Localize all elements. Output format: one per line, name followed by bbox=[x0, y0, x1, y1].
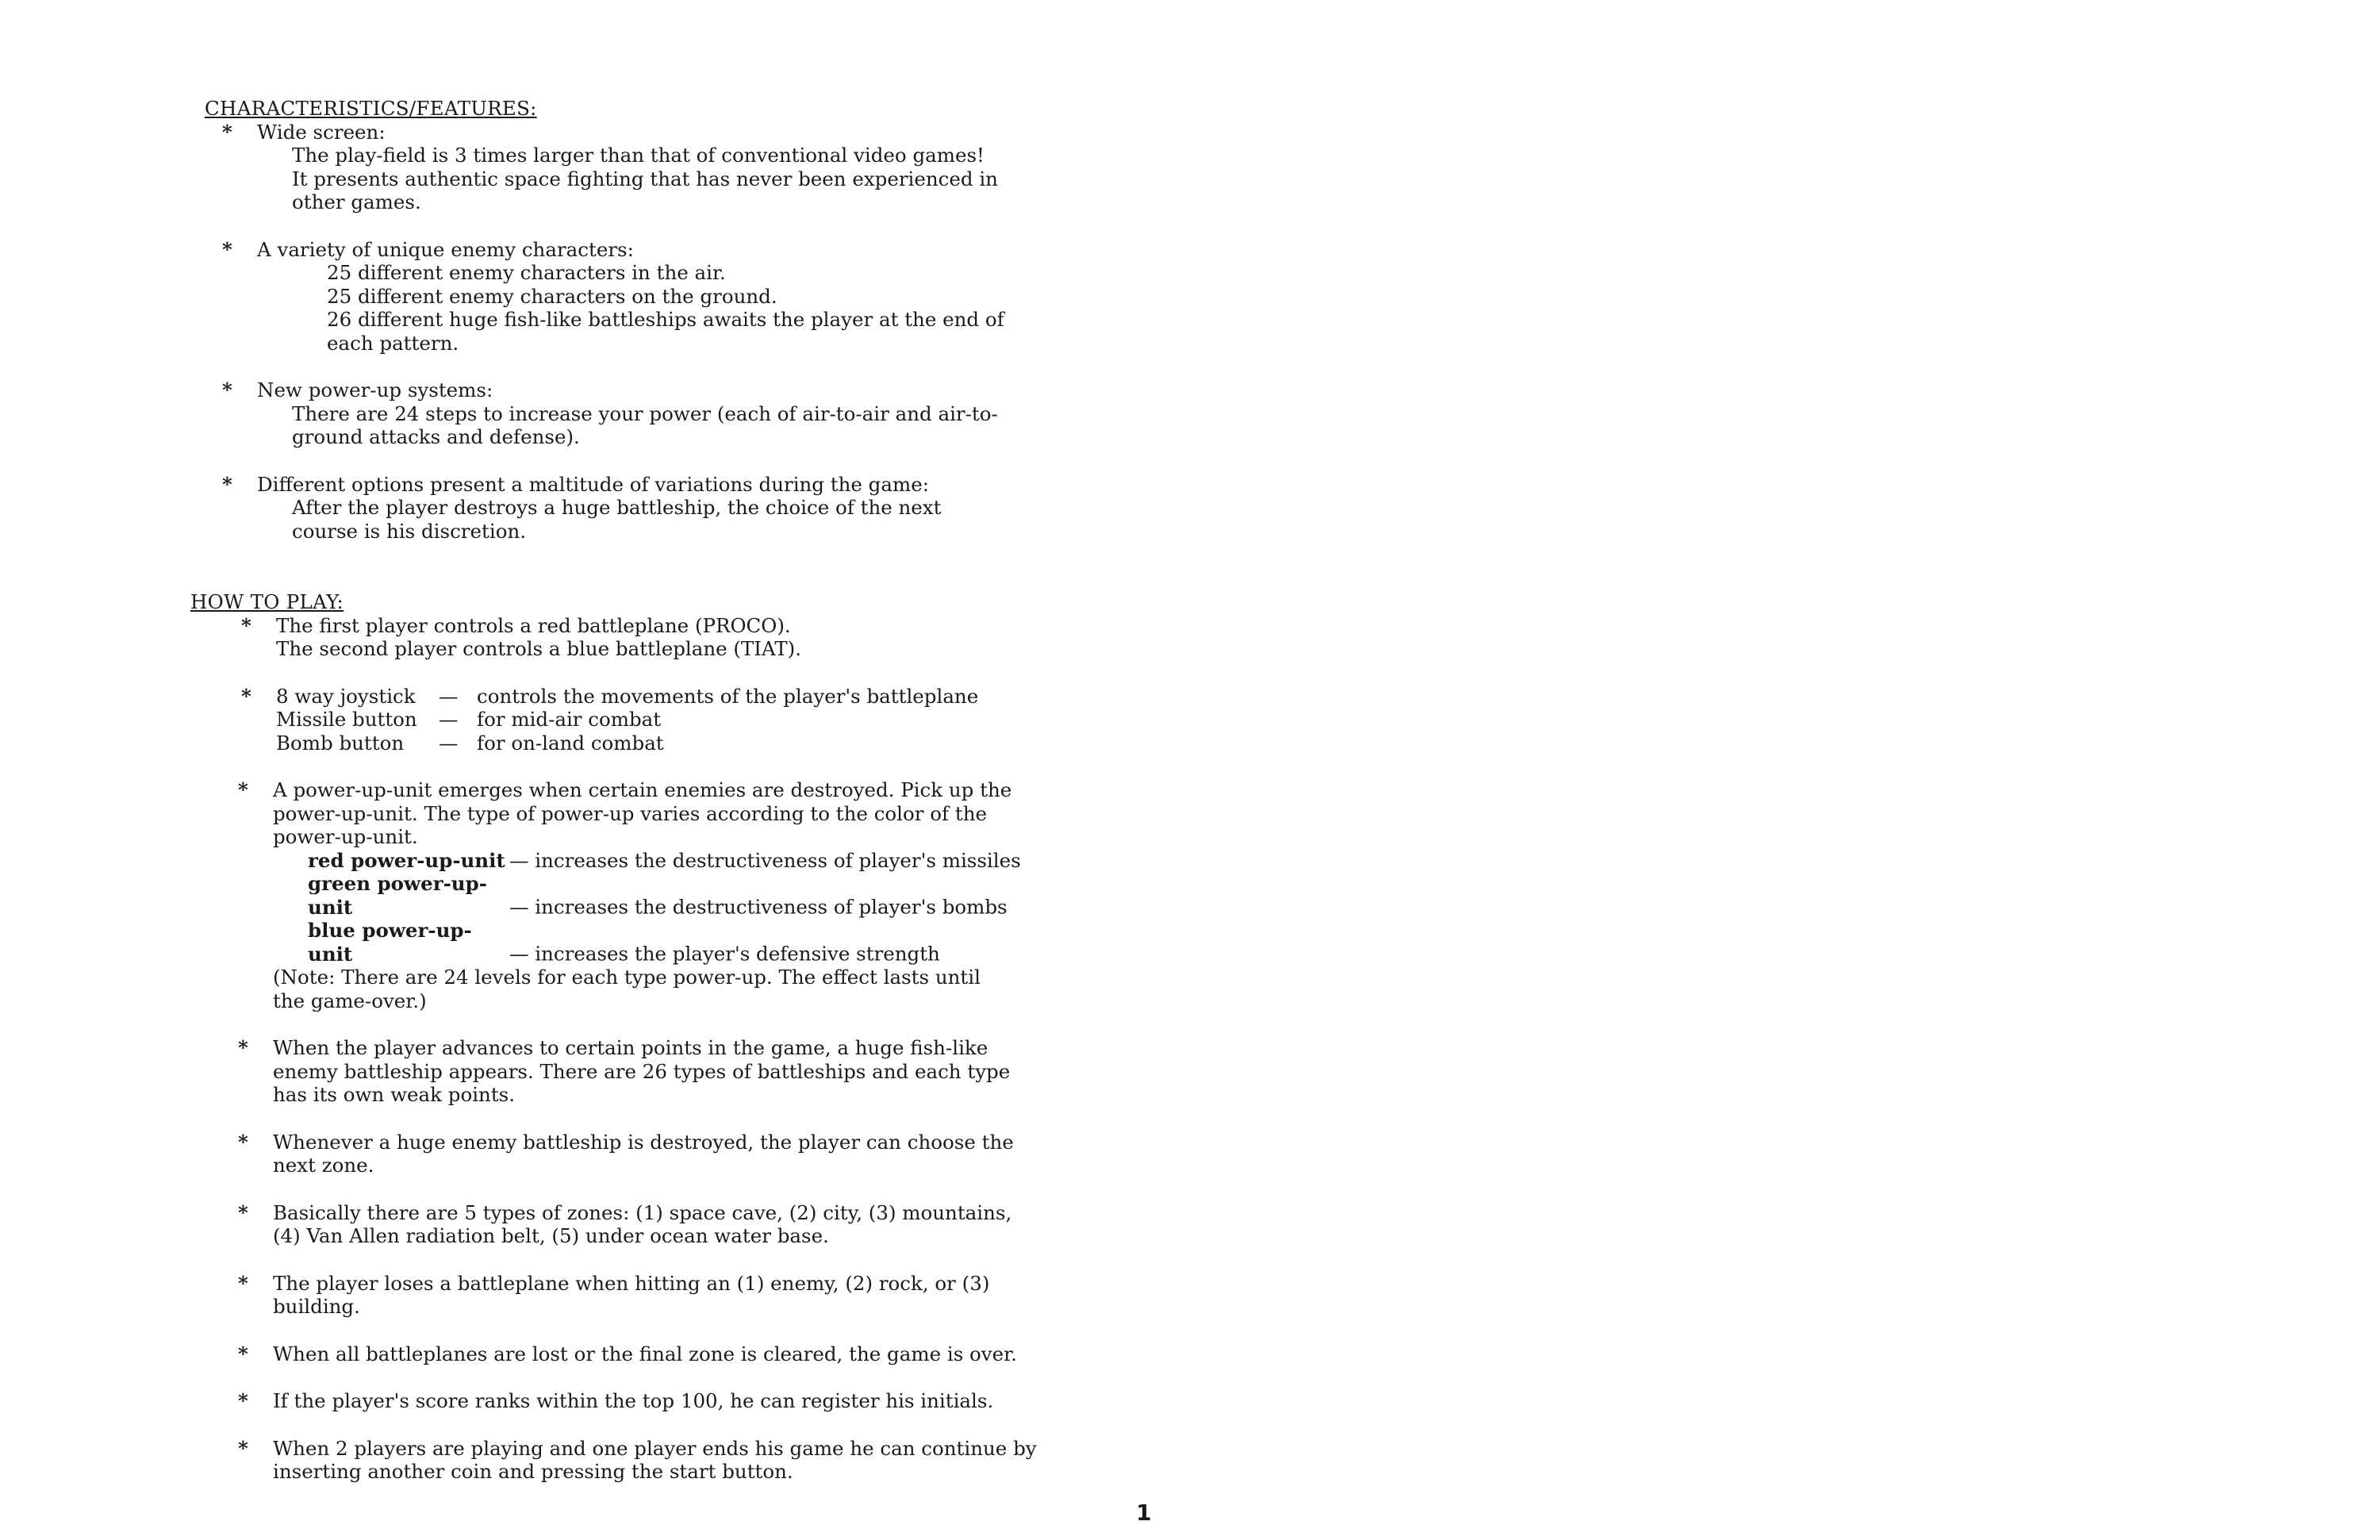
control-dash: — bbox=[439, 708, 459, 731]
lose-item bbox=[238, 1271, 1085, 1319]
text-line: (Note: There are 24 levels for each type power-up. The effect lasts until bbox=[273, 966, 981, 989]
text-line: power-up-unit. bbox=[273, 825, 418, 848]
feature-power-up bbox=[222, 378, 1085, 449]
score-item bbox=[238, 1389, 1085, 1413]
feature-wide-screen bbox=[222, 120, 1085, 214]
feature-options bbox=[222, 472, 1085, 543]
power-unit-desc: — increases the destructiveness of player's missiles bbox=[509, 848, 1021, 872]
game-over-item bbox=[238, 1342, 1085, 1366]
feature-line: There are 24 steps to increase your power (each of air-to-air and air-to- bbox=[292, 401, 998, 425]
control-name: Bomb button bbox=[276, 731, 405, 755]
controls-item bbox=[241, 684, 1085, 755]
feature-line: other games. bbox=[292, 190, 421, 213]
power-unit-name: blue power-up-unit bbox=[308, 919, 472, 966]
control-desc: for on-land combat bbox=[477, 731, 664, 755]
text-line: (4) Van Allen radiation belt, (5) under ocean water base. bbox=[273, 1224, 829, 1247]
feature-line: 25 different enemy characters on the ground. bbox=[327, 284, 777, 308]
control-desc: controls the movements of the player's battleplane bbox=[477, 684, 979, 708]
battleship-item bbox=[238, 1036, 1085, 1107]
text-line: Basically there are 5 types of zones: (1) space cave, (2) city, (3) mountains, bbox=[273, 1200, 1012, 1224]
page-number: 1 bbox=[1136, 1500, 1152, 1526]
bullet-star: * bbox=[222, 120, 232, 144]
bullet-star: * bbox=[238, 1200, 248, 1224]
how-to-play-heading: HOW TO PLAY: bbox=[190, 590, 344, 613]
text-line: enemy battleship appears. There are 26 types of battleships and each type bbox=[273, 1059, 1011, 1083]
text-line: When all battleplanes are lost or the final zone is cleared, the game is over. bbox=[273, 1342, 1017, 1365]
text-line: next zone. bbox=[273, 1154, 374, 1177]
bullet-star: * bbox=[238, 1436, 248, 1460]
text-line: A power-up-unit emerges when certain enemies are destroyed. Pick up the bbox=[273, 778, 1012, 801]
control-row bbox=[276, 708, 1085, 732]
bullet-star: * bbox=[241, 613, 251, 637]
text-line: building. bbox=[273, 1295, 360, 1318]
feature-line: 25 different enemy characters in the air. bbox=[327, 261, 726, 284]
feature-title: New power-up systems: bbox=[257, 378, 493, 401]
continue-item bbox=[238, 1436, 1085, 1484]
power-unit-desc: — increases the destructiveness of player's bombs bbox=[509, 895, 1008, 919]
feature-line: The play-field is 3 times larger than that of conventional video games! bbox=[292, 144, 985, 167]
bullet-star: * bbox=[238, 1389, 248, 1412]
bullet-star: * bbox=[238, 1036, 248, 1059]
text-line: The player loses a battleplane when hitting an (1) enemy, (2) rock, or (3) bbox=[273, 1271, 990, 1295]
power-unit-row bbox=[308, 919, 1085, 966]
feature-line: After the player destroys a huge battleship, the choice of the next bbox=[292, 496, 942, 519]
bullet-star: * bbox=[222, 237, 232, 261]
zone-choice-item bbox=[238, 1130, 1085, 1177]
bullet-star: * bbox=[238, 1130, 248, 1154]
manual-column bbox=[190, 97, 1085, 1484]
bullet-star: * bbox=[238, 1342, 248, 1365]
power-unit-name: green power-up-unit bbox=[308, 872, 487, 919]
bullet-star: * bbox=[222, 378, 232, 401]
feature-title: A variety of unique enemy characters: bbox=[257, 237, 634, 261]
feature-title: Wide screen: bbox=[257, 120, 386, 144]
feature-line: It presents authentic space fighting that has never been experienced in bbox=[292, 167, 998, 190]
power-unit-row bbox=[308, 872, 1085, 919]
text-line: Whenever a huge enemy battleship is destroyed, the player can choose the bbox=[273, 1130, 1014, 1154]
feature-line: 26 different huge fish-like battleships awaits the player at the end of bbox=[327, 308, 1004, 331]
control-row bbox=[276, 685, 1085, 709]
text-line: has its own weak points. bbox=[273, 1083, 516, 1106]
bullet-star: * bbox=[241, 684, 251, 708]
bullet-star: * bbox=[238, 778, 248, 801]
feature-title: Different options present a maltitude of variations during the game: bbox=[257, 472, 929, 496]
text-line: If the player's score ranks within the top 100, he can register his initials. bbox=[273, 1389, 994, 1412]
text-line: When 2 players are playing and one player ends his game he can continue by bbox=[273, 1436, 1037, 1460]
power-unit-desc: — increases the player's defensive strength bbox=[509, 942, 940, 966]
text-line: When the player advances to certain points in the game, a huge fish-like bbox=[273, 1036, 988, 1059]
feature-line: each pattern. bbox=[327, 331, 459, 355]
feature-line: ground attacks and defense). bbox=[292, 425, 580, 448]
power-unit-row bbox=[308, 849, 1085, 873]
players-line: The second player controls a blue battleplane (TIAT). bbox=[276, 637, 802, 660]
bullet-star: * bbox=[238, 1271, 248, 1295]
zones-item bbox=[238, 1200, 1085, 1248]
power-unit-item bbox=[238, 778, 1085, 1012]
control-name: 8 way joystick bbox=[276, 684, 416, 708]
control-dash: — bbox=[439, 731, 459, 755]
text-line: power-up-unit. The type of power-up varies according to the color of the bbox=[273, 801, 987, 825]
features-heading: CHARACTERISTICS/FEATURES: bbox=[205, 97, 537, 120]
text-line: inserting another coin and pressing the start button. bbox=[273, 1460, 793, 1483]
control-dash: — bbox=[439, 684, 459, 708]
text-line: the game-over.) bbox=[273, 989, 427, 1012]
feature-line: course is his discretion. bbox=[292, 519, 527, 543]
bullet-star: * bbox=[222, 472, 232, 496]
control-name: Missile button bbox=[276, 708, 417, 731]
players-line: The first player controls a red battleplane (PROCO). bbox=[276, 613, 791, 637]
players-item bbox=[241, 613, 1085, 661]
control-row bbox=[276, 732, 1085, 755]
power-unit-name: red power-up-unit bbox=[308, 848, 505, 872]
feature-enemies bbox=[222, 237, 1085, 355]
control-desc: for mid-air combat bbox=[477, 708, 662, 731]
